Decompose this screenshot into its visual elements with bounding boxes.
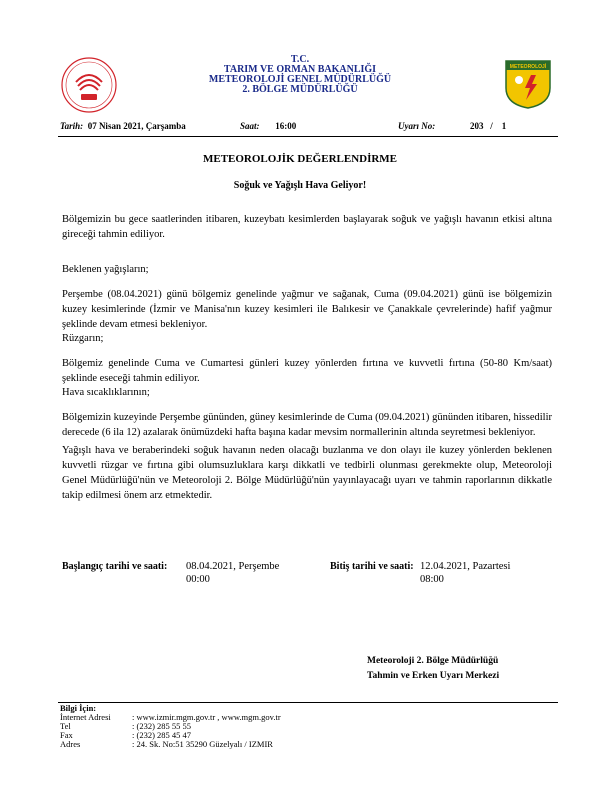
- header-block: [150, 55, 450, 95]
- time-label: Saat:: [240, 121, 260, 131]
- time-field: [240, 121, 296, 131]
- warning-number-field: [470, 121, 506, 131]
- warning-count: 1: [501, 121, 507, 131]
- footer-value[interactable]: : www.izmir.mgm.gov.tr , www.mgm.gov.tr: [132, 712, 281, 722]
- warning-field: [398, 121, 435, 131]
- time-value: 16:00: [275, 121, 297, 131]
- header-region: 2. BÖLGE MÜDÜRLÜĞÜ: [242, 84, 358, 95]
- start-label: Başlangıç tarihi ve saati:: [62, 561, 168, 572]
- date-label: Tarih:: [60, 121, 84, 131]
- date-value: 07 Nisan 2021, Çarşamba: [87, 121, 186, 131]
- warning-label: Uyarı No:: [398, 121, 436, 131]
- rain-text: Perşembe (08.04.2021) günü bölgemiz genelinde yağmur ve sağanak, Cuma (09.04.2021) günü ise bölgemizin kuzey kesimlerinde (İzmir ve Manisa'nın kuzey kesimleri ile Balıkesir ve Çanakkale çevrelerinde) hafif yağmur şeklinde devam etmesi bekleniyor.: [62, 289, 552, 330]
- document-title: METEOROLOJİK DEĞERLENDİRME: [202, 153, 398, 165]
- header-divider: [58, 136, 558, 137]
- header-tc: T.C.: [290, 54, 310, 65]
- end-label: Bitiş tarihi ve saati:: [330, 561, 414, 572]
- temperature-text: Bölgemizin kuzeyinde Perşembe gününden, güney kesimlerinde de Cuma (09.04.2021) gününden itibaren, hissedilir derecede (6 ila 12) azalarak önümüzdeki hafta başına kadar mevsim normallerinin altında seyretmesi bekleniyor.: [62, 412, 552, 438]
- meteorology-logo: [503, 58, 553, 110]
- header-directorate: METEOROLOJİ GENEL MÜDÜRLÜĞÜ: [208, 74, 392, 85]
- temperature-section: [62, 374, 552, 451]
- warning-number: 203: [470, 121, 484, 131]
- footer-value: : (232) 285 45 47: [132, 730, 192, 740]
- footer-key: Tel: [60, 721, 71, 731]
- warning-separator: /: [490, 121, 493, 131]
- footer-value: : (232) 285 55 55: [132, 721, 192, 731]
- closing-paragraph: Yağışlı hava ve beraberindeki soğuk havanın neden olacağı buzlanma ve don olayı ile kuzey yönlerden beklenen kuvvetli rüzgar ve fırtına gibi olumsuzluklara karşı dikkatli ve tedbirli olunması gerekmekte olup, Meteoroloji Genel Müdürlüğü'nün ve Meteoroloji 2. Bölge Müdürlüğü'nün yayınlayacağı uyarı ve tahmin raporlarının dikkatle takip edilmesi önem arz etmektedir.: [62, 445, 552, 501]
- footer-heading: Bilgi İçin:: [60, 703, 97, 713]
- end-value: [420, 560, 510, 586]
- end-date: 12.04.2021, Pazartesi: [420, 561, 511, 572]
- wind-heading: Rüzgarın;: [62, 332, 104, 344]
- ministry-logo: [60, 56, 118, 114]
- signature-line2: Tahmin ve Erken Uyarı Merkezi: [367, 671, 500, 681]
- start-time: 00:00: [186, 574, 210, 585]
- footer-key: İnternet Adresi: [60, 712, 111, 722]
- meteorology-logo-text: METEOROLOJİ: [509, 64, 547, 70]
- date-field: [60, 121, 186, 131]
- end-time: 08:00: [420, 574, 444, 585]
- start-value: [186, 560, 279, 586]
- signature-line1: Meteoroloji 2. Bölge Müdürlüğü: [367, 656, 499, 666]
- wind-text: Bölgemiz genelinde Cuma ve Cumartesi günleri kuzey yönlerden fırtına ve kuvvetli fırtına (50-80 Km/saat) şeklinde eseceği tahmin ediliyor.: [62, 358, 552, 384]
- start-date: 08.04.2021, Perşembe: [186, 561, 280, 572]
- temperature-heading: Hava sıcaklıklarının;: [62, 386, 150, 398]
- footer-value: : 24. Sk. No:51 35290 Güzelyalı / IZMIR: [132, 739, 273, 749]
- footer-key: Fax: [60, 730, 73, 740]
- document-subtitle: Soğuk ve Yağışlı Hava Geliyor!: [233, 180, 367, 191]
- rain-heading: Beklenen yağışların;: [62, 263, 149, 275]
- footer-info: [60, 704, 281, 749]
- footer-divider: [58, 702, 558, 703]
- footer-row-address: [60, 740, 281, 749]
- footer-key: Adres: [60, 739, 81, 749]
- intro-paragraph: Bölgemizin bu gece saatlerinden itibaren, kuzeybatı kesimlerden başlayarak soğuk ve yağışlı havanın etkisi altına gireceği tahmin ediliyor.: [62, 214, 552, 240]
- footer-table: [60, 713, 281, 749]
- header-ministry: TARIM VE ORMAN BAKANLIĞI: [223, 64, 377, 75]
